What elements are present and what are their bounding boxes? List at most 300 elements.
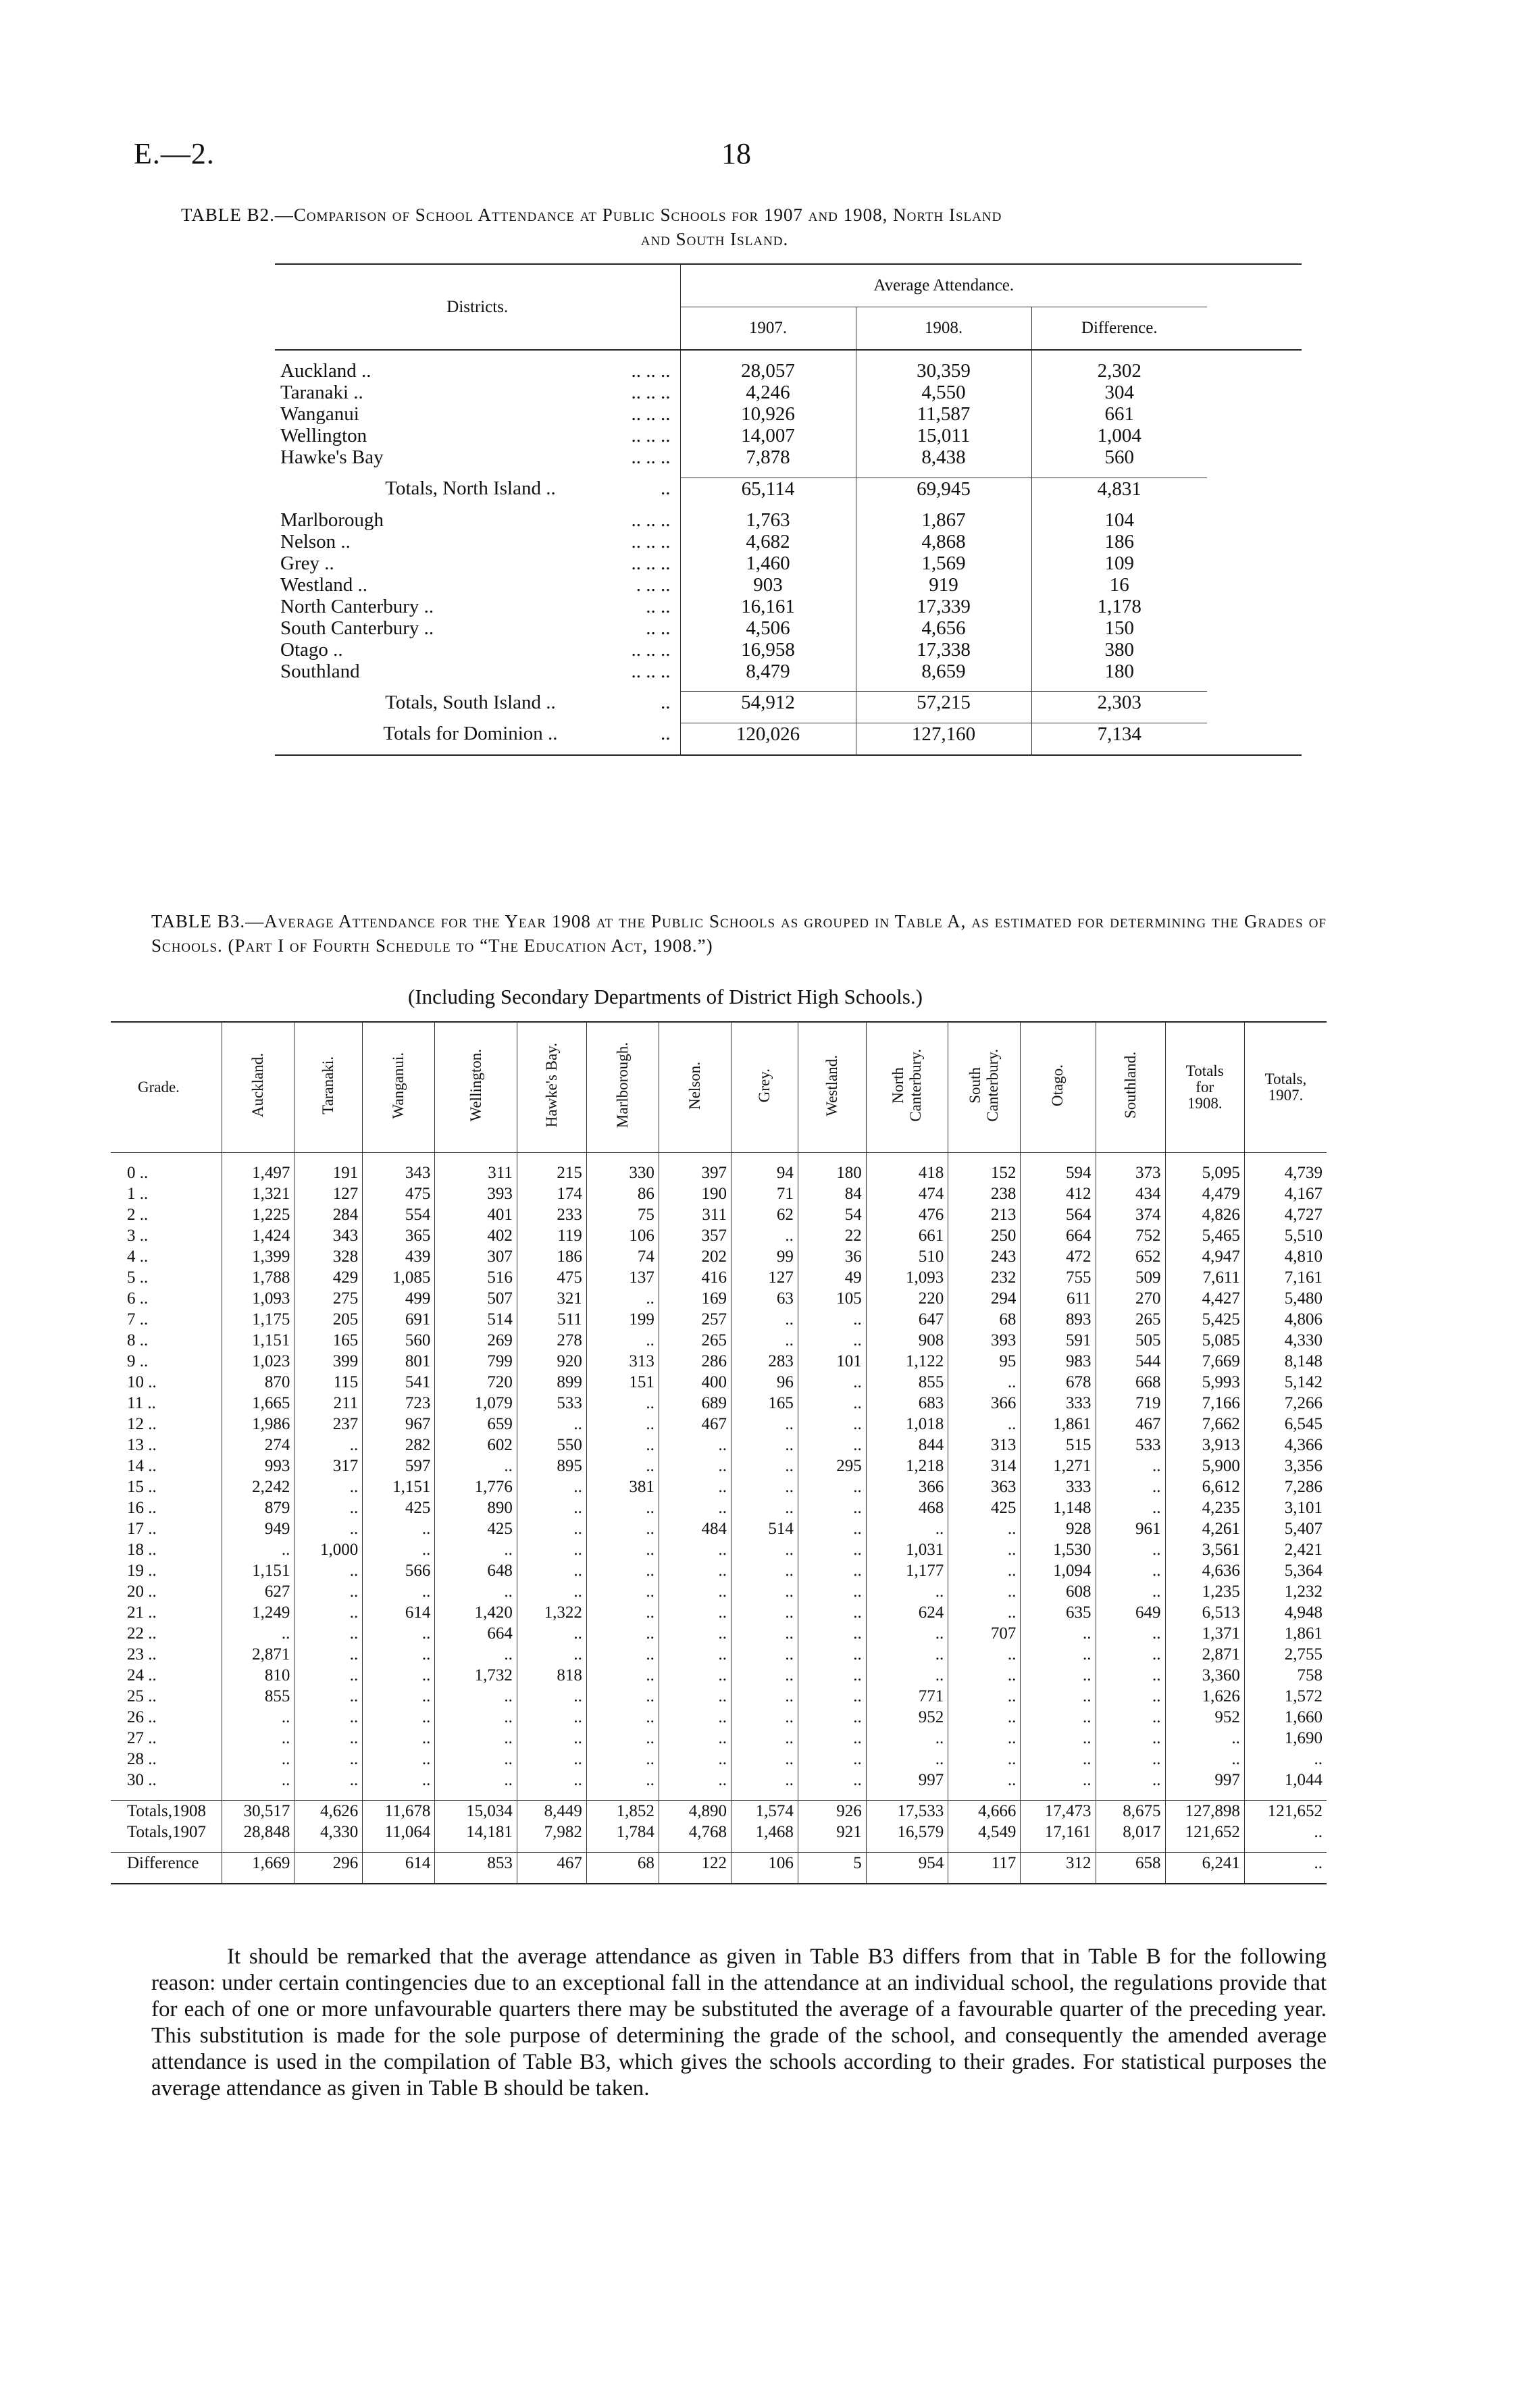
b3-cell: 614 xyxy=(363,1853,435,1874)
table-b3-caption: TABLE B3.—Average Attendance for the Year 1908 at the Public Schools as grouped in Table A, as estimated for determining the Grades of Schools. (Part I of Fourth Schedule to “The Education Act, 1908.”) xyxy=(151,911,1327,956)
b3-cell: 16,579 xyxy=(866,1822,948,1843)
b3-cell: 624 xyxy=(866,1602,948,1623)
b2-leader-dots: .. .. .. xyxy=(631,360,671,382)
b3-cell: .. xyxy=(948,1770,1021,1791)
b3-cell: 22 xyxy=(798,1225,866,1246)
b3-grade-row xyxy=(111,1665,1327,1686)
b3-grade-row xyxy=(111,1330,1327,1351)
b3-cell: 4,727 xyxy=(1244,1204,1327,1225)
b3-cell: 1,232 xyxy=(1244,1581,1327,1602)
b3-row-label: 10 .. xyxy=(127,1373,157,1391)
b2-district-row xyxy=(275,425,1302,446)
b2-value-y1907: 120,026 xyxy=(680,723,856,745)
b3-cell: 381 xyxy=(586,1476,659,1497)
b3-cell: .. xyxy=(659,1728,731,1749)
b3-cell: 2,755 xyxy=(1244,1644,1327,1665)
b3-grade-row xyxy=(111,1581,1327,1602)
b3-cell: 1,235 xyxy=(1165,1581,1244,1602)
b3-cell: .. xyxy=(294,1435,363,1456)
b3-cell: .. xyxy=(294,1770,363,1791)
b3-cell: 468 xyxy=(866,1497,948,1518)
b3-cell: 1,151 xyxy=(222,1560,294,1581)
b3-cell: 1,660 xyxy=(1244,1707,1327,1728)
b3-cell: .. xyxy=(1244,1853,1327,1874)
b3-cell: 2,421 xyxy=(1244,1539,1327,1560)
b3-cell: 343 xyxy=(363,1162,435,1183)
b3-cell: 402 xyxy=(435,1225,517,1246)
b3-cell: 752 xyxy=(1096,1225,1165,1246)
b3-cell: .. xyxy=(798,1560,866,1581)
b3-cell: .. xyxy=(732,1456,798,1476)
b3-cell: .. xyxy=(732,1749,798,1770)
b3-header-column xyxy=(586,1022,659,1153)
b2-value-y1908: 15,011 xyxy=(856,425,1031,446)
b3-cell: 659 xyxy=(435,1414,517,1435)
b2-value-y1908: 1,867 xyxy=(856,509,1031,531)
b3-cell: 771 xyxy=(866,1686,948,1707)
b3-cell: 467 xyxy=(1096,1414,1165,1435)
b3-cell: 412 xyxy=(1021,1183,1096,1204)
b3-cell: .. xyxy=(948,1414,1021,1435)
b2-value-y1907: 1,460 xyxy=(680,552,856,574)
b3-cell: 4,235 xyxy=(1165,1497,1244,1518)
b3-cell: 215 xyxy=(517,1162,586,1183)
b3-cell: .. xyxy=(798,1497,866,1518)
b3-cell: .. xyxy=(798,1728,866,1749)
b3-cell: 658 xyxy=(1096,1853,1165,1874)
b3-cell: 119 xyxy=(517,1225,586,1246)
b3-grade-row xyxy=(111,1770,1327,1791)
b3-cell: .. xyxy=(586,1728,659,1749)
b2-leader-dots: .. .. xyxy=(646,595,671,617)
b3-cell: .. xyxy=(363,1581,435,1602)
b3-row-label: 23 .. xyxy=(127,1645,157,1664)
explanatory-paragraph: It should be remarked that the average attendance as given in Table B3 differs from that in Table B for the following reason: under certain contingencies due to an exceptional fall in the attendance at an individual school, the regulations provide that for each of one or more unfavourable quarters there may be substituted the average of a favourable quarter of the preceding year. This substitution is made for the sole purpose of determining the grade of the school, and consequently the amended average attendance is used in the compilation of Table B3, which gives the schools according to their grades. For statistical purposes the average attendance as given in Table B should be taken. xyxy=(151,1945,1327,2101)
b3-row-label: 12 .. xyxy=(127,1415,157,1433)
b3-cell: 4,666 xyxy=(948,1801,1021,1822)
b3-cell: .. xyxy=(948,1665,1021,1686)
b3-cell: 1,669 xyxy=(222,1853,294,1874)
b3-cell: 96 xyxy=(732,1372,798,1393)
b3-row-label: 6 .. xyxy=(127,1289,149,1308)
b3-grade-row xyxy=(111,1246,1327,1267)
b2-total-row xyxy=(275,723,1302,745)
b2-district-name xyxy=(275,403,680,425)
b2-value-y1907: 1,763 xyxy=(680,509,856,531)
b2-value-y1907: 54,912 xyxy=(680,692,856,714)
b2-value-y1908: 4,868 xyxy=(856,531,1031,552)
b3-cell: .. xyxy=(732,1225,798,1246)
b3-cell: 365 xyxy=(363,1225,435,1246)
b2-label-text: Taranaki .. xyxy=(280,382,363,403)
b3-cell: 374 xyxy=(1096,1204,1165,1225)
b3-cell: 879 xyxy=(222,1497,294,1518)
b2-district-name xyxy=(275,617,680,639)
b3-cell: 8,675 xyxy=(1096,1801,1165,1822)
b3-cell: 3,360 xyxy=(1165,1665,1244,1686)
b3-cell: 635 xyxy=(1021,1602,1096,1623)
b3-cell: .. xyxy=(798,1414,866,1435)
b3-cell: 1,424 xyxy=(222,1225,294,1246)
b3-cell: 509 xyxy=(1096,1267,1165,1288)
b3-cell: 1,000 xyxy=(294,1539,363,1560)
b3-cell: .. xyxy=(435,1581,517,1602)
b3-cell: 257 xyxy=(659,1309,731,1330)
b3-grade-row xyxy=(111,1162,1327,1183)
b3-cell: 115 xyxy=(294,1372,363,1393)
b2-label-text: Wellington xyxy=(280,425,367,446)
b3-cell: 997 xyxy=(866,1770,948,1791)
b2-value-diff: 560 xyxy=(1031,446,1207,468)
b3-cell: 28,848 xyxy=(222,1822,294,1843)
b3-row-label: Totals,1907 xyxy=(127,1823,206,1841)
b2-leader-dots: .. .. .. xyxy=(631,660,671,682)
b3-cell: 312 xyxy=(1021,1853,1096,1874)
b3-cell: 649 xyxy=(1096,1602,1165,1623)
b3-cell: 311 xyxy=(435,1162,517,1183)
b3-cell: 75 xyxy=(586,1204,659,1225)
b3-header-column xyxy=(948,1022,1021,1153)
b3-header-label: Wellington. xyxy=(467,1049,484,1122)
b3-cell: 1,177 xyxy=(866,1560,948,1581)
b3-cell: 393 xyxy=(948,1330,1021,1351)
b3-cell: .. xyxy=(586,1665,659,1686)
b3-cell: 4,626 xyxy=(294,1801,363,1822)
b3-cell: .. xyxy=(1165,1728,1244,1749)
b3-cell: .. xyxy=(363,1749,435,1770)
b3-cell: 180 xyxy=(798,1162,866,1183)
b2-value-diff: 186 xyxy=(1031,531,1207,552)
b2-label-text: Auckland .. xyxy=(280,360,371,382)
b3-cell: 4,167 xyxy=(1244,1183,1327,1204)
b3-cell: 425 xyxy=(435,1518,517,1539)
b3-cell: 243 xyxy=(948,1246,1021,1267)
b3-header-column xyxy=(866,1022,948,1153)
b3-cell: .. xyxy=(363,1665,435,1686)
b3-header-label: Taranaki. xyxy=(319,1056,337,1114)
b3-cell: 68 xyxy=(586,1853,659,1874)
b3-cell: .. xyxy=(1096,1456,1165,1476)
b2-value-y1907: 14,007 xyxy=(680,425,856,446)
b2-leader-dots: .. .. .. xyxy=(631,403,671,425)
b3-cell: .. xyxy=(294,1602,363,1623)
b3-cell: .. xyxy=(586,1456,659,1476)
b3-cell: .. xyxy=(435,1686,517,1707)
b3-cell: 14,181 xyxy=(435,1822,517,1843)
b3-cell: 284 xyxy=(294,1204,363,1225)
b2-total-label xyxy=(275,723,680,745)
b3-grade-row xyxy=(111,1476,1327,1497)
b2-margin xyxy=(1207,403,1302,425)
b2-margin xyxy=(1207,478,1302,500)
b3-difference-row xyxy=(111,1853,1327,1874)
b3-cell: .. xyxy=(294,1749,363,1770)
b2-total-row xyxy=(275,692,1302,714)
b3-header-column xyxy=(363,1022,435,1153)
b3-cell: .. xyxy=(732,1665,798,1686)
b2-value-y1907: 7,878 xyxy=(680,446,856,468)
b3-cell: 127,898 xyxy=(1165,1801,1244,1822)
b3-cell: .. xyxy=(435,1707,517,1728)
b3-header-label: Marlborough. xyxy=(613,1042,631,1129)
b3-cell: .. xyxy=(1021,1665,1096,1686)
b3-cell: 608 xyxy=(1021,1581,1096,1602)
b3-cell: .. xyxy=(1021,1749,1096,1770)
b3-cell: 648 xyxy=(435,1560,517,1581)
b3-cell: 661 xyxy=(866,1225,948,1246)
b3-cell: 275 xyxy=(294,1288,363,1309)
b2-label-text: Nelson .. xyxy=(280,530,351,552)
b2-value-diff: 180 xyxy=(1031,661,1207,682)
b3-cell: .. xyxy=(363,1728,435,1749)
b2-label-text: Hawke's Bay xyxy=(280,446,384,468)
b3-cell: 515 xyxy=(1021,1435,1096,1456)
b3-row-label: 15 .. xyxy=(127,1478,157,1496)
b3-cell: 199 xyxy=(586,1309,659,1330)
b3-cell: 1,861 xyxy=(1244,1623,1327,1644)
b2-margin xyxy=(1207,382,1302,403)
b2-value-y1907: 16,958 xyxy=(680,639,856,661)
b3-cell: .. xyxy=(1244,1749,1327,1770)
b3-cell: .. xyxy=(363,1539,435,1560)
b3-cell: .. xyxy=(798,1518,866,1539)
b3-cell: 4,947 xyxy=(1165,1246,1244,1267)
b3-cell: .. xyxy=(222,1728,294,1749)
b3-cell: 550 xyxy=(517,1435,586,1456)
b3-cell: 3,356 xyxy=(1244,1456,1327,1476)
b3-cell: 397 xyxy=(659,1162,731,1183)
b3-cell: .. xyxy=(732,1686,798,1707)
b3-cell: .. xyxy=(948,1644,1021,1665)
b3-cell: .. xyxy=(294,1707,363,1728)
b3-cell: .. xyxy=(586,1497,659,1518)
b3-cell: 4,479 xyxy=(1165,1183,1244,1204)
b2-margin xyxy=(1207,425,1302,446)
b3-grade-row xyxy=(111,1518,1327,1539)
b3-cell: .. xyxy=(517,1497,586,1518)
b3-cell: .. xyxy=(1096,1707,1165,1728)
b3-cell: 151 xyxy=(586,1372,659,1393)
b3-row-label: 9 .. xyxy=(127,1352,149,1370)
b3-cell: 220 xyxy=(866,1288,948,1309)
b3-cell: .. xyxy=(517,1560,586,1581)
b3-cell: 1,079 xyxy=(435,1393,517,1414)
table-b2-caption-line2: and South Island. xyxy=(640,229,789,249)
b2-value-diff: 661 xyxy=(1031,403,1207,425)
b2-spacer xyxy=(275,682,1302,692)
b2-value-y1908: 4,550 xyxy=(856,382,1031,403)
b3-cell: 425 xyxy=(363,1497,435,1518)
b3-cell: 627 xyxy=(222,1581,294,1602)
b2-district-row xyxy=(275,552,1302,574)
b3-row-label: 22 .. xyxy=(127,1624,157,1643)
b3-grade-row xyxy=(111,1393,1327,1414)
b3-cell: .. xyxy=(659,1707,731,1728)
b3-cell: 1,094 xyxy=(1021,1560,1096,1581)
b3-cell: 952 xyxy=(1165,1707,1244,1728)
b3-cell: 296 xyxy=(294,1853,363,1874)
table-b3-subcaption: (Including Secondary Departments of District High Schools.) xyxy=(408,985,923,1008)
b3-cell: 1,784 xyxy=(586,1822,659,1843)
b3-cell: 516 xyxy=(435,1267,517,1288)
b3-cell: .. xyxy=(798,1770,866,1791)
b3-cell: 373 xyxy=(1096,1162,1165,1183)
b3-header-label: Nelson. xyxy=(686,1061,703,1110)
b3-cell: .. xyxy=(435,1728,517,1749)
b3-cell: 205 xyxy=(294,1309,363,1330)
b3-cell: 921 xyxy=(798,1822,866,1843)
b2-district-row xyxy=(275,382,1302,403)
b3-grade-row xyxy=(111,1644,1327,1665)
b3-cell: .. xyxy=(659,1456,731,1476)
b2-margin xyxy=(1207,360,1302,382)
b3-cell: 920 xyxy=(517,1351,586,1372)
b3-cell: .. xyxy=(659,1497,731,1518)
b3-cell: .. xyxy=(659,1623,731,1644)
b3-row-label: 18 .. xyxy=(127,1541,157,1559)
b3-cell: 1,986 xyxy=(222,1414,294,1435)
b3-cell: .. xyxy=(659,1560,731,1581)
b2-district-row xyxy=(275,509,1302,531)
b3-header-label: Hawke's Bay. xyxy=(542,1043,560,1128)
b3-cell: 614 xyxy=(363,1602,435,1623)
b3-cell: 514 xyxy=(732,1518,798,1539)
b2-header-1908: 1908. xyxy=(856,307,1031,351)
b2-leader-dots: .. .. .. xyxy=(631,382,671,403)
b3-cell: 232 xyxy=(948,1267,1021,1288)
b3-cell: 233 xyxy=(517,1204,586,1225)
b3-cell: .. xyxy=(866,1581,948,1602)
b3-row-label: 11 .. xyxy=(127,1394,156,1412)
b3-cell: .. xyxy=(435,1539,517,1560)
b3-grade-row xyxy=(111,1414,1327,1435)
b3-cell: 810 xyxy=(222,1665,294,1686)
b3-cell: 71 xyxy=(732,1183,798,1204)
b3-row-label: 30 .. xyxy=(127,1771,157,1789)
b3-cell: 357 xyxy=(659,1225,731,1246)
b3-spacer xyxy=(111,1843,1327,1853)
b3-cell: 250 xyxy=(948,1225,1021,1246)
b3-cell: .. xyxy=(517,1686,586,1707)
b2-value-diff: 4,831 xyxy=(1031,478,1207,500)
b3-cell: .. xyxy=(435,1456,517,1476)
b3-cell: .. xyxy=(294,1581,363,1602)
b3-totals-1907-row xyxy=(111,1822,1327,1843)
b3-cell: 1,690 xyxy=(1244,1728,1327,1749)
b3-cell: 510 xyxy=(866,1246,948,1267)
b2-value-y1907: 8,479 xyxy=(680,661,856,682)
b3-cell: 237 xyxy=(294,1414,363,1435)
table-b3 xyxy=(111,1021,1327,1884)
b3-cell: .. xyxy=(517,1414,586,1435)
b2-district-row xyxy=(275,596,1302,617)
b3-cell: .. xyxy=(948,1602,1021,1623)
b3-cell: 5,142 xyxy=(1244,1372,1327,1393)
b3-cell: 755 xyxy=(1021,1267,1096,1288)
b3-cell: 652 xyxy=(1096,1246,1165,1267)
b3-cell: .. xyxy=(517,1539,586,1560)
b3-cell: 1,788 xyxy=(222,1267,294,1288)
b3-cell: .. xyxy=(517,1749,586,1770)
b2-margin xyxy=(1207,552,1302,574)
b2-margin xyxy=(1207,574,1302,596)
b3-cell: 678 xyxy=(1021,1372,1096,1393)
b3-grade-row xyxy=(111,1309,1327,1330)
b3-cell: 1,420 xyxy=(435,1602,517,1623)
table-b2-caption xyxy=(181,203,1329,251)
b3-cell: .. xyxy=(294,1728,363,1749)
b3-cell: .. xyxy=(1244,1822,1327,1843)
b3-cell: .. xyxy=(517,1476,586,1497)
b3-cell: 11,678 xyxy=(363,1801,435,1822)
b3-cell: .. xyxy=(294,1518,363,1539)
b3-cell: 4,636 xyxy=(1165,1560,1244,1581)
b3-cell: .. xyxy=(1096,1770,1165,1791)
b2-leader-dots: .. .. xyxy=(646,617,671,639)
b3-row-label: 13 .. xyxy=(127,1436,157,1454)
b3-cell: 505 xyxy=(1096,1330,1165,1351)
b3-cell: .. xyxy=(1096,1476,1165,1497)
b2-value-y1908: 1,569 xyxy=(856,552,1031,574)
b2-district-name xyxy=(275,596,680,617)
b3-cell: 668 xyxy=(1096,1372,1165,1393)
b3-cell: 4,427 xyxy=(1165,1288,1244,1309)
b3-cell: .. xyxy=(948,1372,1021,1393)
b3-cell: 1,321 xyxy=(222,1183,294,1204)
b3-cell: 899 xyxy=(517,1372,586,1393)
page-number: 18 xyxy=(721,137,751,170)
b3-row-label: 28 .. xyxy=(127,1750,157,1768)
b3-cell: 983 xyxy=(1021,1351,1096,1372)
b3-header-column: Totals for 1908. xyxy=(1165,1022,1244,1153)
b3-cell: 1,151 xyxy=(363,1476,435,1497)
b3-cell: 186 xyxy=(517,1246,586,1267)
b3-cell: 533 xyxy=(1096,1435,1165,1456)
b2-value-y1908: 8,438 xyxy=(856,446,1031,468)
b2-value-diff: 104 xyxy=(1031,509,1207,531)
b3-cell: 363 xyxy=(948,1476,1021,1497)
b2-label-text: Totals, North Island .. xyxy=(385,478,556,500)
b2-header-districts: Districts. xyxy=(446,297,509,316)
b3-cell: 418 xyxy=(866,1162,948,1183)
b3-cell: .. xyxy=(294,1497,363,1518)
b3-cell: 4,366 xyxy=(1244,1435,1327,1456)
b3-cell: 278 xyxy=(517,1330,586,1351)
b3-grade-row xyxy=(111,1686,1327,1707)
b3-cell: 566 xyxy=(363,1560,435,1581)
b3-cell: .. xyxy=(798,1623,866,1644)
b3-cell: 7,669 xyxy=(1165,1351,1244,1372)
b3-row-label: 17 .. xyxy=(127,1520,157,1538)
b3-cell: .. xyxy=(1021,1707,1096,1728)
b3-cell: 54 xyxy=(798,1204,866,1225)
b3-cell: .. xyxy=(586,1581,659,1602)
b3-cell: 1,151 xyxy=(222,1330,294,1351)
b2-district-row xyxy=(275,403,1302,425)
b3-cell: 6,513 xyxy=(1165,1602,1244,1623)
b3-spacer xyxy=(111,1791,1327,1801)
b3-cell: 36 xyxy=(798,1246,866,1267)
b3-cell: 8,449 xyxy=(517,1801,586,1822)
b3-cell: 294 xyxy=(948,1288,1021,1309)
b3-cell: 165 xyxy=(732,1393,798,1414)
b2-margin xyxy=(1207,617,1302,639)
b3-cell: .. xyxy=(586,1539,659,1560)
b2-value-diff: 2,303 xyxy=(1031,692,1207,714)
b3-cell: 554 xyxy=(363,1204,435,1225)
b3-cell: 1,249 xyxy=(222,1602,294,1623)
b3-cell: 1,093 xyxy=(222,1288,294,1309)
